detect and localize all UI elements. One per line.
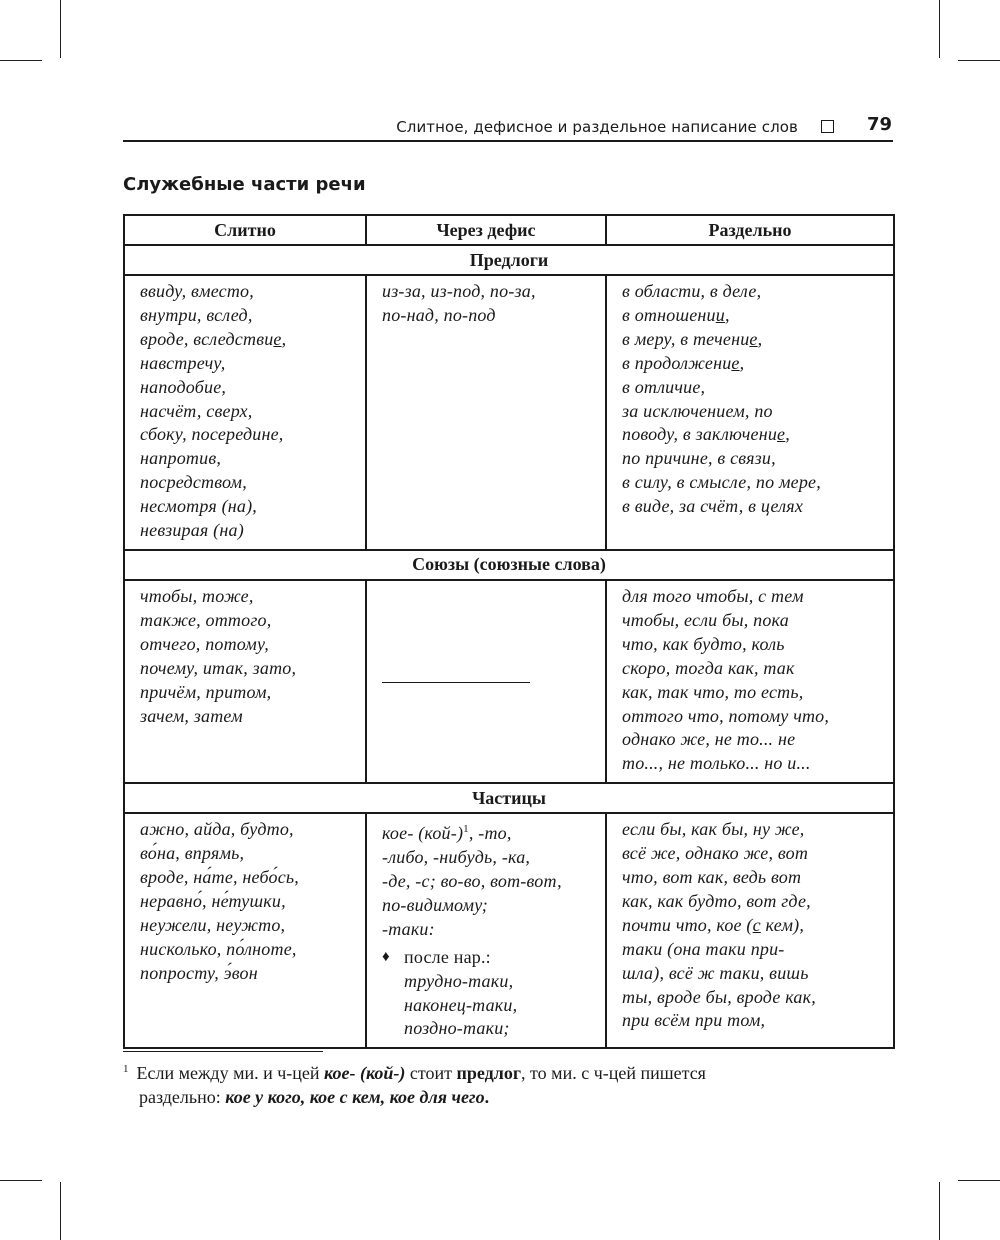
line: насчёт, сверх, [140,400,253,421]
section-title-prepositions: Предлоги [124,245,894,275]
line: в меру, в течени [622,328,750,349]
crop-mark [939,1182,940,1240]
footnote [123,1057,893,1109]
line: невзирая (на) [140,520,244,541]
footnote-bold: предлог [456,1063,522,1083]
line: кое- (кой-) [382,823,464,844]
line: чтобы, если бы, пока [622,609,789,630]
cell-separate [606,813,894,1048]
line: что, как будто, коль [622,633,785,654]
line: таки (она таки при- [622,938,785,959]
line: после нар.: [404,946,491,967]
line: как, как будто, вот где, [622,890,811,911]
line: -таки: [382,918,435,939]
line: внутри, вслед, [140,304,253,325]
crop-mark [60,1182,61,1240]
underlined-letter: е [777,424,786,445]
footnote-text: , то ми. с ч-цей пишется [521,1063,706,1083]
line: , [757,328,763,349]
line: в отличие, [622,376,706,397]
line: ты, вроде бы, вроде как, [622,986,816,1007]
underlined-letter: с [752,914,761,935]
line: сбоку, посередине, [140,424,284,445]
line: для того чтобы, с тем [622,585,804,606]
bullet-item [382,946,599,1042]
crop-mark [958,1180,1000,1181]
line: навстречу, [140,352,226,373]
line: неужели, неужто, [140,914,286,935]
line: посредством, [140,472,247,493]
underlined-letter: е [731,352,740,373]
crop-mark [60,0,61,58]
cell-merged [124,580,366,783]
line: в виде, за счёт, в целях [622,496,804,517]
line: наподобие, [140,376,227,397]
line: , [281,328,287,349]
underlined-letter: е [273,328,282,349]
line: нисколько, по́лноте, [140,938,297,959]
line: , [739,352,745,373]
line: причём, притом, [140,681,272,702]
cell-hyphen [366,275,606,550]
cell-separate [606,275,894,550]
running-title: Слитное, дефисное и раздельное написание слов [396,118,798,136]
line: зачем, затем [140,705,243,726]
cell-separate [606,580,894,783]
line: -либо, -нибудь, -ка, [382,847,531,868]
crop-mark [0,1180,42,1181]
line: то..., не только... но и... [622,753,811,774]
footnote-text: . [484,1087,490,1107]
line: из-за, из-под, по-за, [382,281,536,301]
line: также, оттого, [140,609,272,630]
footnote-emphasis: кое- (кой-) [324,1063,406,1083]
footnote-text: Если между ми. и ч-цей [136,1063,325,1083]
line: , [724,304,730,325]
line: в отношени [622,304,716,325]
line: при всём при том, [622,1010,766,1031]
line: если бы, как бы, ну же, [622,819,805,840]
square-bullet-icon [821,120,834,133]
line: почему, итак, зато, [140,657,297,678]
line: несмотря (на), [140,496,258,517]
column-header-merged: Слитно [124,215,366,245]
line: что, вот как, ведь вот [622,867,802,888]
line: однако же, не то... не [622,729,796,750]
running-header [123,112,893,142]
table-row-prepositions [124,275,894,550]
line: отчего, потому, [140,633,269,654]
line: трудно-таки, [404,970,514,991]
footnote-text: раздельно: [139,1087,226,1107]
line: по причине, в связи, [622,448,776,469]
line: поздно-таки; [404,1018,510,1039]
line: , [785,424,790,445]
line: неравно́, не́тушки, [140,890,286,911]
line: по-видимому; [382,894,488,915]
section-title-particles: Частицы [124,783,894,813]
column-header-hyphen: Через дефис [366,215,606,245]
line: во́на, впрямь, [140,843,245,864]
underlined-letter: и [715,304,725,325]
crop-mark [939,0,940,58]
line: всё же, однако же, вот [622,843,809,864]
crop-mark [0,60,42,61]
line: вроде, вследстви [140,328,274,349]
line: кем), [760,914,805,935]
cell-merged [124,813,366,1048]
section-title-conjunctions: Союзы (союзные слова) [124,550,894,580]
line: напротив, [140,448,222,469]
line: почти что, кое ( [622,914,753,935]
line: по-над, по-под [382,304,496,325]
line: в области, в деле, [622,281,762,301]
footnote-ref: 1 [463,823,469,836]
page-number: 79 [866,114,892,135]
section-row-conjunctions [124,550,894,580]
line: как, так что, то есть, [622,681,804,702]
cell-hyphen [366,580,606,783]
line: оттого что, потому что, [622,705,830,726]
line: , -то, [468,823,512,844]
line: шла), всё ж таки, вишь [622,962,809,983]
line: в силу, в смысле, по мере, [622,472,821,493]
cell-hyphen [366,813,606,1048]
diamond-bullet-icon: ♦ [382,948,390,965]
footnote-mark: 1 [123,1063,129,1075]
underlined-letter: е [749,328,758,349]
line: -де, -с; во-во, вот-вот, [382,871,562,892]
line: поводу, в заключени [622,424,778,445]
footnote-examples: кое у кого, кое с кем, кое для чего [225,1087,485,1107]
table-row-particles [124,813,894,1048]
footnote-rule [123,1051,323,1052]
line: чтобы, тоже, [140,585,254,606]
footnote-line-2 [123,1085,893,1109]
section-row-prepositions [124,245,894,275]
column-header-separate: Раздельно [606,215,894,245]
table-row-conjunctions [124,580,894,783]
spelling-table [123,214,895,1049]
line: попросту, э́вон [140,962,258,983]
line: вроде, на́те, небо́сь, [140,867,299,888]
section-row-particles [124,783,894,813]
footnote-text: стоит [405,1063,457,1083]
header-row [124,215,894,245]
line: в продолжени [622,352,732,373]
crop-mark [958,60,1000,61]
bullet-body [404,946,517,1042]
line: ажно, айда, будто, [140,819,294,840]
line: за исключением, по [622,400,773,421]
line: скоро, тогда как, так [622,657,795,678]
empty-dash-line [382,682,530,683]
line: ввиду, вместо, [140,281,254,301]
section-title: Служебные части речи [123,174,366,195]
cell-merged [124,275,366,550]
line: наконец-таки, [404,994,518,1015]
